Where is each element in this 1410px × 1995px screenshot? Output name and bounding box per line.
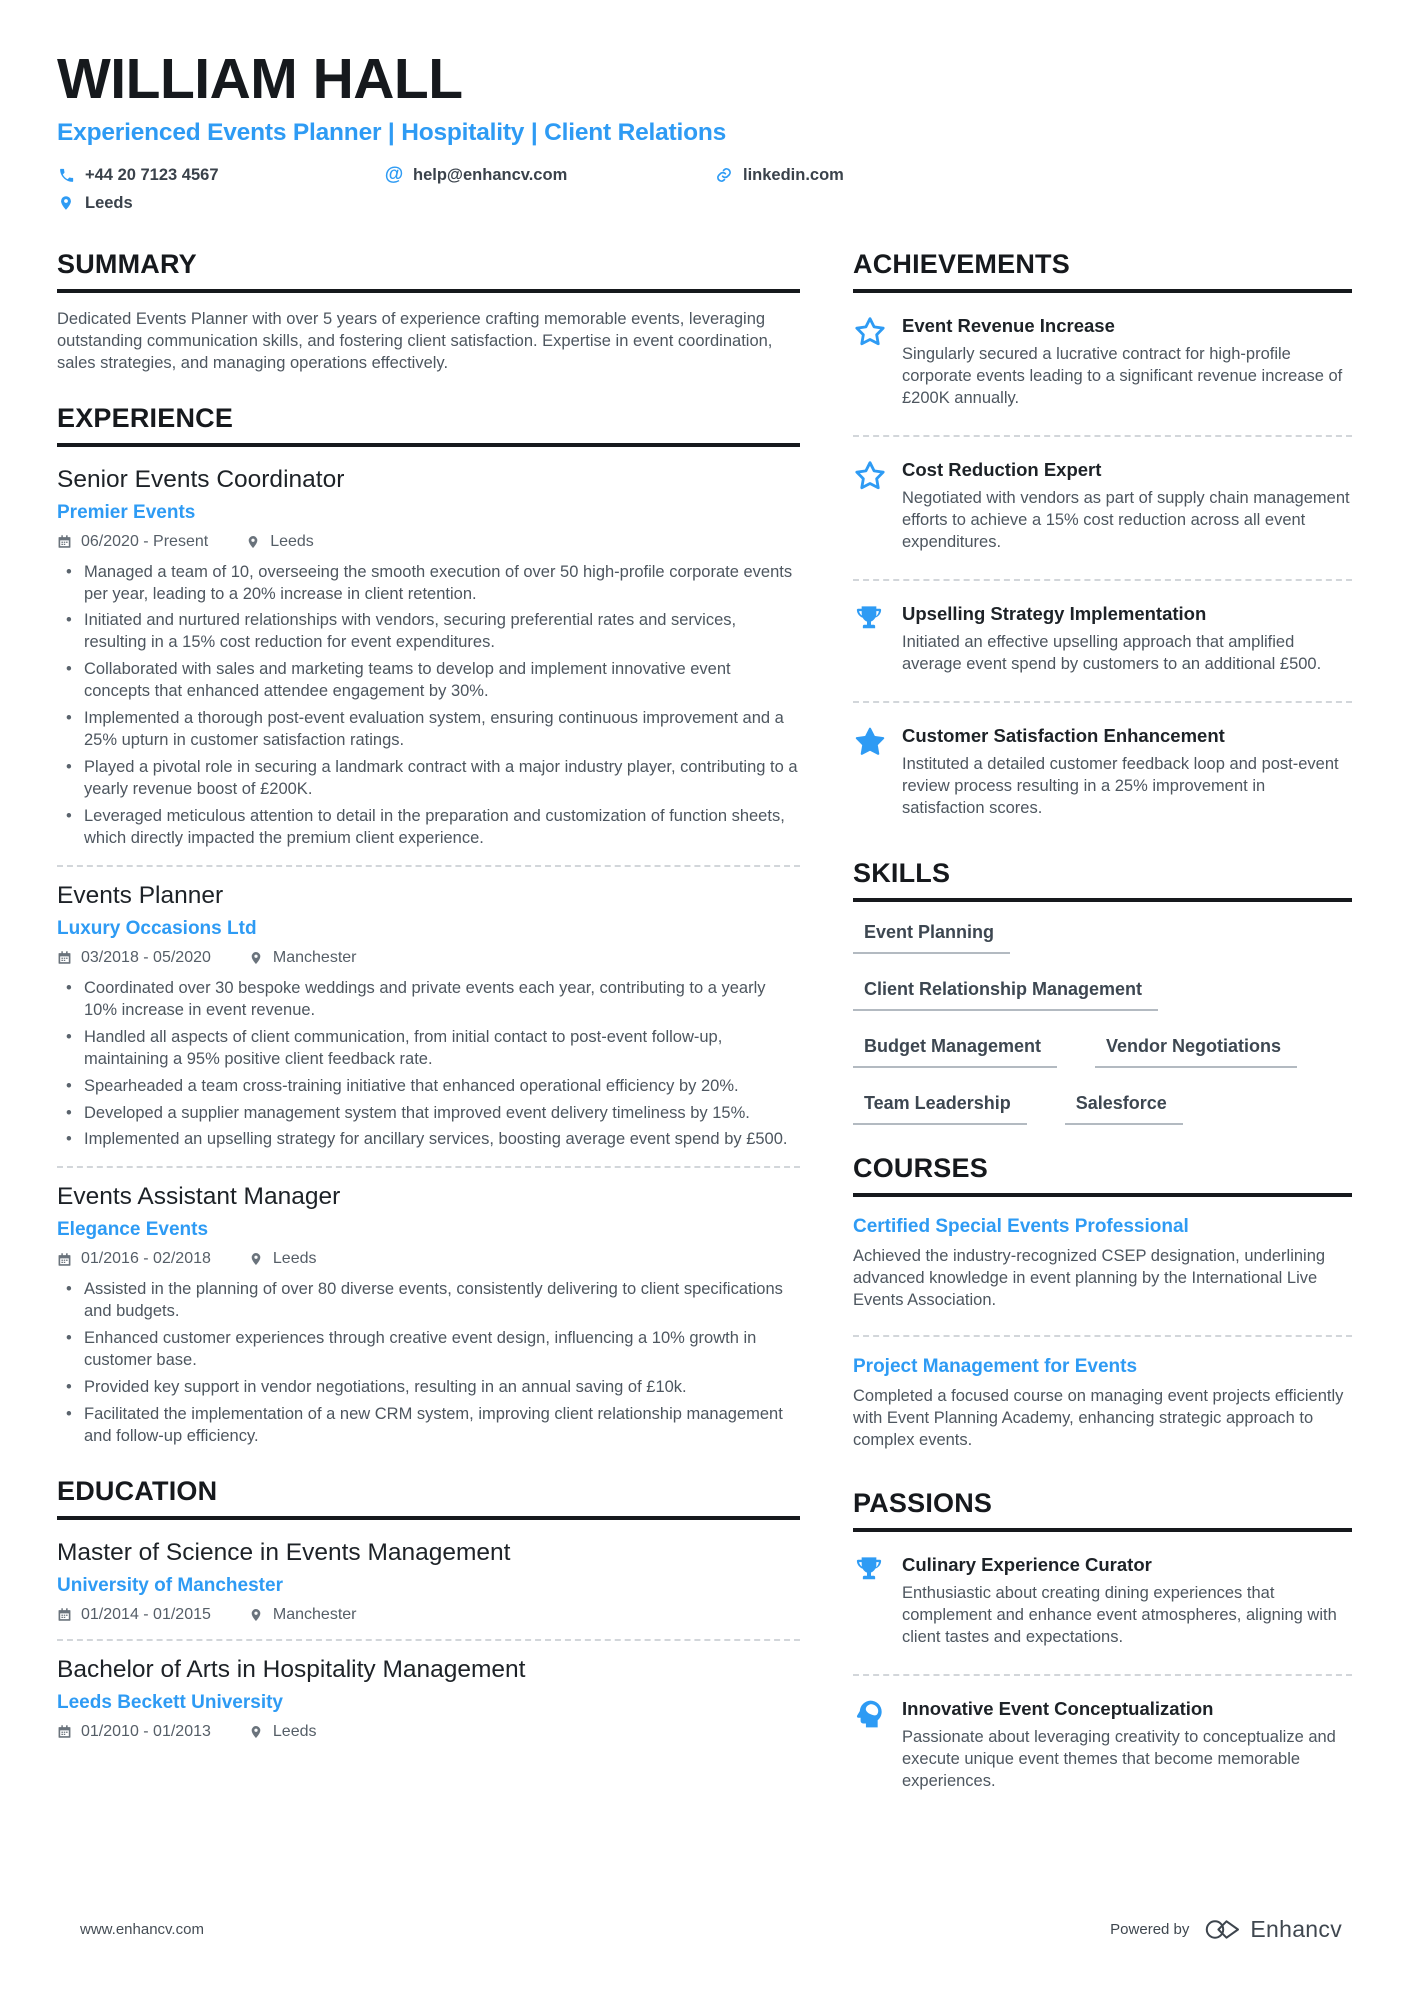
- calendar-icon: [57, 950, 73, 966]
- degree-dates: 01/2010 - 01/2013: [81, 1722, 211, 1740]
- achievement-title: Cost Reduction Expert: [902, 459, 1102, 481]
- passions-heading: PASSIONS: [853, 1488, 1352, 1532]
- powered-by-label: Powered by: [1110, 1921, 1190, 1938]
- job-bullets: [57, 978, 800, 1152]
- experience-entry: [57, 882, 800, 1152]
- contact-row-2: [57, 189, 1352, 217]
- email-address: help@enhancv.com: [413, 165, 568, 184]
- contact-block: [57, 161, 1352, 217]
- bullet-item: • Provided key support in vendor negotiations, resulting in an annual saving of £10k.: [57, 1377, 800, 1399]
- enhancv-logo-icon: [1205, 1916, 1241, 1943]
- bullet-item: • Assisted in the planning of over 80 diverse events, consistently delivering to client specifications and budgets.: [57, 1279, 800, 1323]
- degree-dates: 01/2014 - 01/2015: [81, 1605, 211, 1623]
- job-bullets: [57, 562, 800, 850]
- skill-item: Budget Management: [853, 1036, 1057, 1068]
- email-contact[interactable]: [385, 166, 715, 185]
- linkedin-contact[interactable]: [715, 166, 844, 185]
- degree-dates-item: [57, 1606, 211, 1624]
- job-location-item: [246, 533, 314, 551]
- degree-location-item: [249, 1606, 357, 1624]
- location-contact: [57, 194, 133, 213]
- passions-section: [853, 1488, 1352, 1803]
- location-pin-icon: [249, 1607, 265, 1623]
- trophy-icon: [853, 1554, 887, 1588]
- education-entry: [57, 1656, 800, 1741]
- job-title: Events Assistant Manager: [57, 1183, 341, 1211]
- job-meta: [57, 533, 800, 551]
- bullet-item: • Enhanced customer experiences through creative event design, influencing a 10% growth in customer base.: [57, 1328, 800, 1372]
- job-dates-item: [57, 1250, 211, 1268]
- divider: [57, 865, 800, 867]
- divider: [57, 1166, 800, 1168]
- achievement-item: [853, 452, 1352, 564]
- job-meta: [57, 1250, 800, 1268]
- passion-text: Passionate about leveraging creativity to conceptualize and execute unique event themes that become memorable experiences.: [902, 1727, 1336, 1790]
- link-icon: [715, 166, 733, 184]
- person-headline: Experienced Events Planner | Hospitality | Client Relations: [57, 119, 727, 147]
- divider: [853, 435, 1352, 437]
- degree-dates-item: [57, 1723, 211, 1741]
- achievements-heading: ACHIEVEMENTS: [853, 249, 1352, 293]
- skills-section: [853, 858, 1352, 1125]
- passion-text: Enthusiastic about creating dining experiences that complement and enhance event atmospheres, aligning with client tastes and expectations.: [902, 1583, 1337, 1646]
- person-name: WILLIAM HALL: [57, 47, 463, 111]
- divider: [853, 1335, 1352, 1337]
- course-text: Completed a focused course on managing event projects efficiently with Event Planning Academy, enhancing strategic approach to complex events.: [853, 1386, 1344, 1449]
- degree-meta: [57, 1606, 800, 1624]
- bullet-item: • Managed a team of 10, overseeing the smooth execution of over 50 high-profile corporate events per year, leading to a 20% increase in client retention.: [57, 562, 800, 606]
- location-pin-icon: [57, 194, 75, 212]
- degree-title: Bachelor of Arts in Hospitality Management: [57, 1655, 526, 1683]
- job-dates-item: [57, 533, 208, 551]
- website-link[interactable]: www.enhancv.com: [80, 1921, 204, 1938]
- bullet-item: • Collaborated with sales and marketing teams to develop and implement innovative event concepts that enhanced attendee engagement by 30%.: [57, 659, 800, 703]
- achievements-section: [853, 249, 1352, 830]
- skill-item: Client Relationship Management: [853, 979, 1158, 1011]
- job-dates-item: [57, 949, 211, 967]
- achievement-item: [853, 308, 1352, 420]
- degree-location: Manchester: [272, 1605, 357, 1623]
- job-dates: 01/2016 - 02/2018: [81, 1250, 211, 1268]
- page-footer: [80, 1916, 1342, 1943]
- skill-item: Salesforce: [1065, 1093, 1183, 1125]
- achievement-title: Event Revenue Increase: [902, 315, 1115, 337]
- star-outline-icon: [853, 459, 887, 493]
- company-name: Luxury Occasions Ltd: [57, 917, 257, 939]
- school-name: University of Manchester: [57, 1574, 283, 1596]
- summary-heading: SUMMARY: [57, 249, 800, 293]
- course-text: Achieved the industry-recognized CSEP designation, underlining advanced knowledge in event planning by the International Live Events Association.: [853, 1247, 1326, 1309]
- passion-item: [853, 1691, 1352, 1803]
- job-bullets: [57, 1279, 800, 1448]
- job-title: Events Planner: [57, 881, 224, 909]
- bullet-item: • Handled all aspects of client communication, from initial contact to post-event follow-up, maintaining a 95% positive client feedback rate.: [57, 1027, 800, 1071]
- achievement-item: [853, 718, 1352, 830]
- bullet-item: • Developed a supplier management system that improved event delivery timeliness by 15%.: [57, 1103, 800, 1125]
- phone-contact[interactable]: [57, 166, 385, 185]
- job-dates: 06/2020 - Present: [81, 532, 209, 550]
- calendar-icon: [57, 1724, 73, 1740]
- at-icon: @: [384, 164, 404, 186]
- bullet-item: • Facilitated the implementation of a new CRM system, improving client relationship management and follow-up efficiency.: [57, 1404, 800, 1448]
- powered-by-block: [1110, 1916, 1342, 1943]
- achievement-title: Upselling Strategy Implementation: [902, 603, 1207, 625]
- skill-item: Vendor Negotiations: [1095, 1036, 1297, 1068]
- passion-item: [853, 1547, 1352, 1659]
- degree-title: Master of Science in Events Management: [57, 1538, 511, 1566]
- bullet-item: • Spearheaded a team cross-training initiative that enhanced operational efficiency by 20%.: [57, 1076, 800, 1098]
- education-section: [57, 1476, 800, 1741]
- job-location-item: [249, 949, 357, 967]
- achievement-text: Initiated an effective upselling approach that amplified average event spend by customers to an additional £500.: [902, 633, 1322, 674]
- experience-entry: [57, 466, 800, 850]
- achievement-text: Singularly secured a lucrative contract for high-profile corporate events leading to a significant revenue increase of £200K annually.: [902, 345, 1343, 408]
- head-idea-icon: [853, 1698, 887, 1732]
- skill-item: Team Leadership: [853, 1093, 1027, 1125]
- bullet-item: • Implemented a thorough post-event evaluation system, ensuring continuous improvement and a 25% upturn in customer satisfaction ratings.: [57, 708, 800, 752]
- education-entry: [57, 1539, 800, 1624]
- skills-list: [853, 902, 1352, 1125]
- achievement-text: Negotiated with vendors as part of supply chain management efforts to achieve a 15% cost reduction across all event expenditures.: [902, 489, 1350, 552]
- achievement-text: Instituted a detailed customer feedback loop and post-event review process resulting in a 25% improvement in satisfaction scores.: [902, 755, 1339, 818]
- enhancv-brand-name: Enhancv: [1250, 1916, 1342, 1942]
- company-name: Elegance Events: [57, 1219, 209, 1241]
- experience-heading: EXPERIENCE: [57, 403, 800, 447]
- summary-section: [57, 249, 800, 374]
- star-filled-icon: [853, 725, 887, 759]
- bullet-item: • Initiated and nurtured relationships with vendors, securing preferential rates and services, resulting in a 15% cost reduction for event expenditures.: [57, 610, 800, 654]
- achievement-title: Customer Satisfaction Enhancement: [902, 725, 1225, 747]
- course-item: [853, 1212, 1352, 1320]
- calendar-icon: [57, 534, 73, 550]
- skills-heading: SKILLS: [853, 858, 1352, 902]
- calendar-icon: [57, 1607, 73, 1623]
- degree-location-item: [249, 1723, 317, 1741]
- bullet-item: • Implemented an upselling strategy for ancillary services, boosting average event spend by £500.: [57, 1129, 800, 1151]
- divider: [853, 701, 1352, 703]
- degree-location: Leeds: [272, 1722, 317, 1740]
- company-name: Premier Events: [57, 501, 196, 523]
- bullet-item: • Played a pivotal role in securing a landmark contract with a major industry player, contributing to a yearly revenue boost of £200K.: [57, 757, 800, 801]
- trophy-icon: [853, 603, 887, 637]
- divider: [57, 1639, 800, 1641]
- location-pin-icon: [249, 1251, 265, 1267]
- job-meta: [57, 949, 800, 967]
- bullet-item: • Coordinated over 30 bespoke weddings and private events each year, contributing to a yearly 10% increase in event revenue.: [57, 978, 800, 1022]
- location-text: Leeds: [85, 193, 133, 212]
- job-title: Senior Events Coordinator: [57, 465, 345, 493]
- divider: [853, 579, 1352, 581]
- course-title: Project Management for Events: [853, 1355, 1138, 1377]
- right-column: [853, 249, 1352, 1830]
- summary-text: Dedicated Events Planner with over 5 years of experience crafting memorable events, leveraging outstanding communication skills, and fostering client satisfaction. Expertise in event coordination, sales strategies, and managing operations effectively.: [57, 310, 773, 373]
- left-column: [57, 249, 800, 1830]
- passion-title: Innovative Event Conceptualization: [902, 1697, 1214, 1719]
- passion-title: Culinary Experience Curator: [902, 1553, 1152, 1575]
- contact-row-1: [57, 161, 1352, 189]
- job-dates: 03/2018 - 05/2020: [81, 948, 211, 966]
- location-pin-icon: [246, 534, 262, 550]
- job-location-item: [249, 1250, 317, 1268]
- calendar-icon: [57, 1251, 73, 1267]
- courses-heading: COURSES: [853, 1153, 1352, 1197]
- location-pin-icon: [249, 950, 265, 966]
- achievement-item: [853, 596, 1352, 686]
- job-location: Leeds: [270, 532, 314, 550]
- school-name: Leeds Beckett University: [57, 1691, 283, 1713]
- experience-entry: [57, 1183, 800, 1448]
- location-pin-icon: [249, 1724, 265, 1740]
- phone-number: +44 20 7123 4567: [85, 165, 219, 184]
- resume-header: [57, 47, 1352, 217]
- education-heading: EDUCATION: [57, 1476, 800, 1520]
- course-item: [853, 1352, 1352, 1460]
- degree-meta: [57, 1723, 800, 1741]
- experience-section: [57, 403, 800, 1448]
- bullet-item: • Leveraged meticulous attention to detail in the preparation and customization of function sheets, which directly impacted the premium client experience.: [57, 806, 800, 850]
- linkedin-url: linkedin.com: [743, 165, 844, 184]
- star-outline-icon: [853, 315, 887, 349]
- courses-section: [853, 1153, 1352, 1460]
- skill-item: Event Planning: [853, 922, 1010, 954]
- divider: [853, 1674, 1352, 1676]
- course-title: Certified Special Events Professional: [853, 1216, 1189, 1238]
- enhancv-logo: [1205, 1916, 1342, 1943]
- phone-icon: [57, 166, 75, 184]
- job-location: Manchester: [272, 948, 357, 966]
- job-location: Leeds: [272, 1250, 317, 1268]
